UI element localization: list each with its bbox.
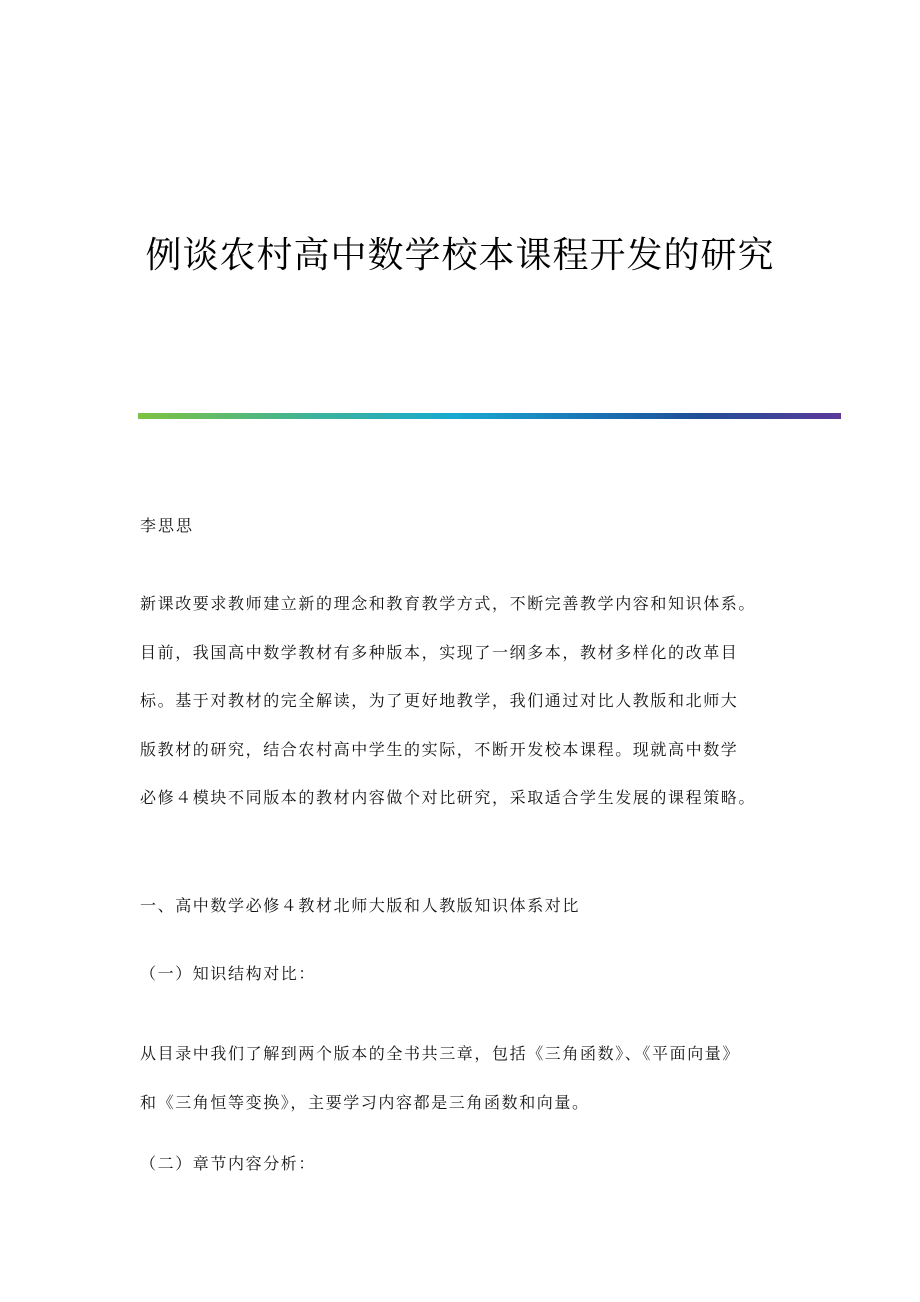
paragraph-line: 必修４模块不同版本的教材内容做个对比研究，采取适合学生发展的课程策略。	[140, 788, 757, 808]
paragraph-line: 新课改要求教师建立新的理念和教育教学方式，不断完善教学内容和知识体系。	[140, 594, 757, 613]
author-name: 李思思	[140, 516, 195, 535]
subsection-heading: （二）章节内容分析：	[140, 1154, 317, 1173]
subsection-paragraph	[140, 1030, 800, 1127]
document-title: 例谈农村高中数学校本课程开发的研究	[145, 235, 775, 276]
subsection-heading: （一）知识结构对比：	[140, 964, 317, 983]
paragraph-line: 和《三角恒等变换》，主要学习内容都是三角函数和向量。	[140, 1092, 590, 1112]
paragraph-line: 从目录中我们了解到两个版本的全书共三章，包括《三角函数》、《平面向量》	[140, 1044, 741, 1063]
intro-paragraph	[140, 580, 800, 823]
paragraph-line: 版教材的研究，结合农村高中学生的实际，不断开发校本课程。现就高中数学	[140, 739, 739, 759]
paragraph-line: 标。基于对教材的完全解读，为了更好地教学，我们通过对比人教版和北师大	[140, 691, 739, 711]
section-heading: 一、高中数学必修４教材北师大版和人教版知识体系对比	[140, 896, 581, 915]
paragraph-line: 目前，我国高中数学教材有多种版本，实现了一纲多本，教材多样化的改革目	[140, 642, 739, 662]
gradient-divider	[138, 413, 841, 419]
